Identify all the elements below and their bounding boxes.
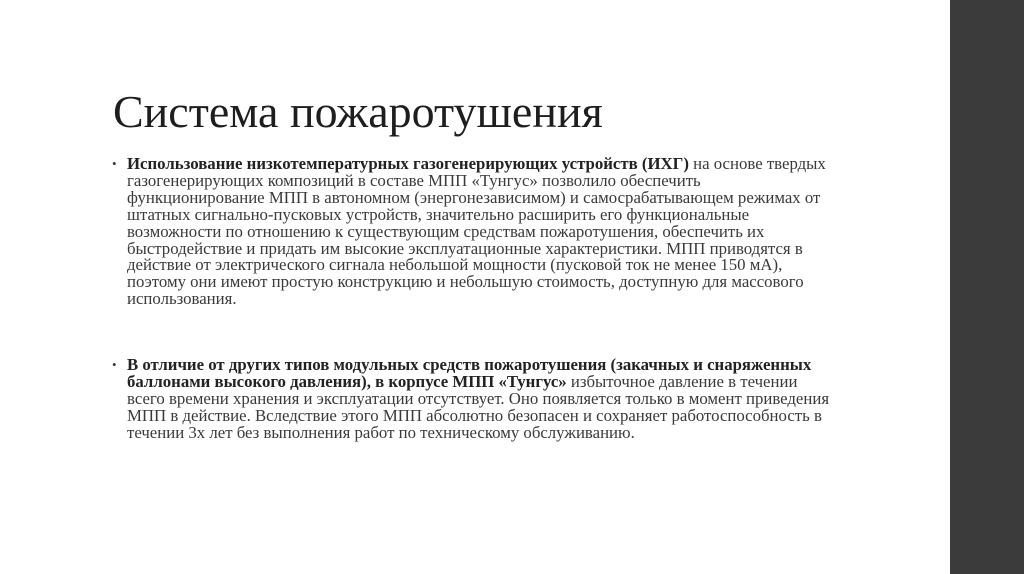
bullet-text: на основе твердых газогенерирующих композиций в составе МПП «Тунгус» позволило обеспечить функционирование МПП в автономном (энергонезависимом) и самосрабатывающем режимах от штатных сигнально-пусковых устройств, значительно расширить его функциональные возможности по отношению к существующим средствам пожаротушения, обеспечить их быстродействие и придать им высокие эксплуатационные характеристики. МПП приводятся в действие от электрического сигнала небольшой мощности (пусковой ток не менее 150 мА), поэтому они имеют простую конструкцию и небольшую стоимость, доступную для массового использования. [127,154,826,309]
bullet-item [112,357,834,442]
bullet-marker: • [112,357,117,373]
side-bar [950,0,1024,574]
bullet-text: избыточное давление в течении всего времени хранения и эксплуатации отсутствует. Оно появляется только в момент приведения МПП в действие. Вследствие этого МПП абсолютно безопасен и сохраняет работоспособность в течении 3х лет без выполнения работ по техническому обслуживанию. [127,372,830,442]
bullet-bold-text: Использование низкотемпературных газогенерирующих устройств (ИХГ) [127,154,689,173]
bullet-marker: • [112,156,117,171]
bullet-bold-text: В отличие от других типов модульных средств пожаротушения (закачных и снаряженных баллонами высокого давления), в корпусе МПП «Тунгус» [127,355,812,392]
slide-title: Система пожаротушения [113,86,603,137]
bullet-item [112,156,834,308]
bullet-list [112,156,834,442]
